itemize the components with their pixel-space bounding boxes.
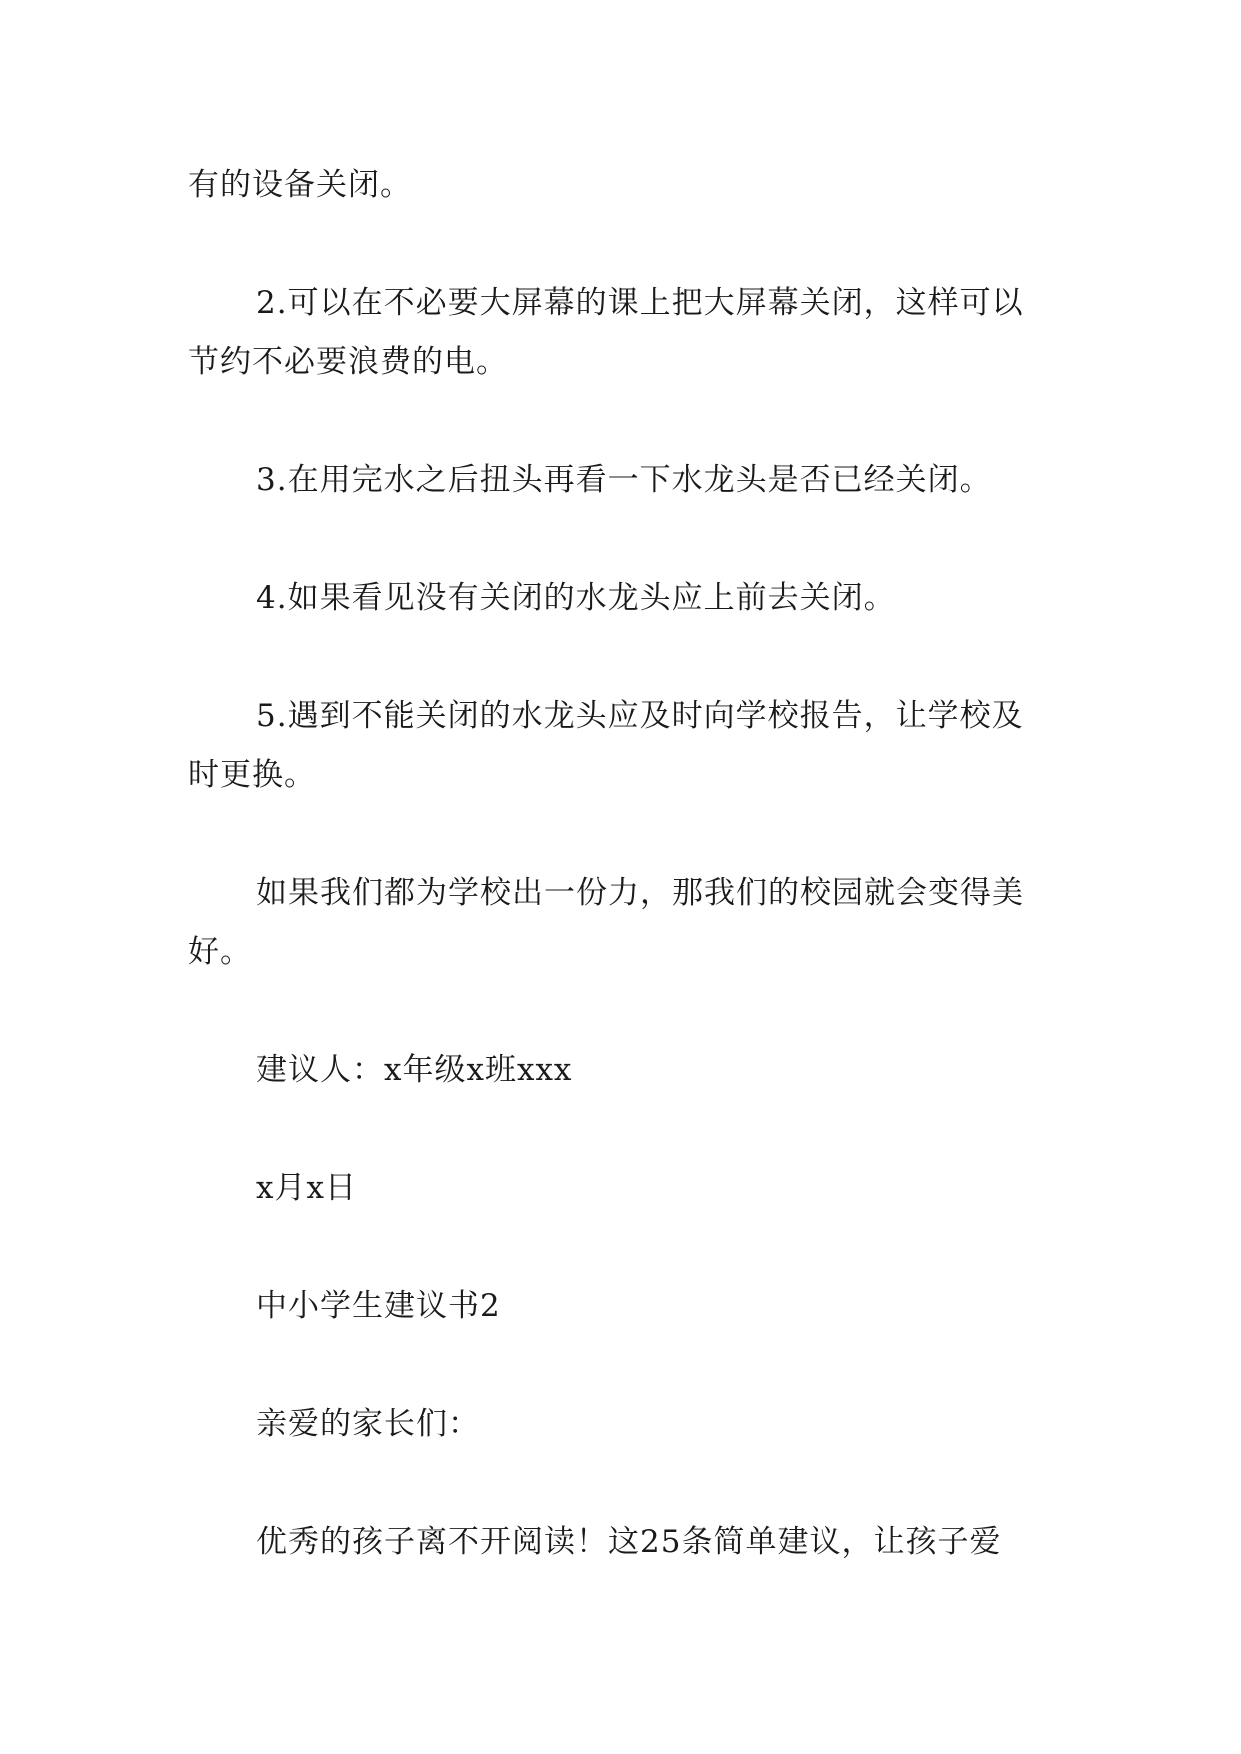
body-paragraph-start: 优秀的孩子离不开阅读！这25条简单建议，让孩子爱 (256, 1524, 1002, 1560)
paragraph-continuation: 有的设备关闭。 (188, 167, 412, 203)
date-line: x月x日 (256, 1170, 357, 1206)
suggestion-item-3: 3.在用完水之后扭头再看一下水龙头是否已经关闭。 (256, 462, 992, 498)
signature-line: 建议人：x年级x班xxx (256, 1052, 573, 1088)
salutation: 亲爱的家长们： (256, 1406, 480, 1442)
closing-paragraph-line-2: 好。 (188, 934, 252, 970)
suggestion-item-4: 4.如果看见没有关闭的水龙头应上前去关闭。 (256, 580, 896, 616)
suggestion-item-5-line-2: 时更换。 (188, 757, 316, 793)
suggestion-item-2-line-2: 节约不必要浪费的电。 (188, 344, 508, 380)
closing-paragraph-line-1: 如果我们都为学校出一份力，那我们的校园就会变得美 (256, 875, 1024, 911)
section-title: 中小学生建议书2 (256, 1288, 501, 1324)
suggestion-item-5-line-1: 5.遇到不能关闭的水龙头应及时向学校报告，让学校及 (256, 698, 1024, 734)
suggestion-item-2-line-1: 2.可以在不必要大屏幕的课上把大屏幕关闭，这样可以 (256, 285, 1024, 321)
